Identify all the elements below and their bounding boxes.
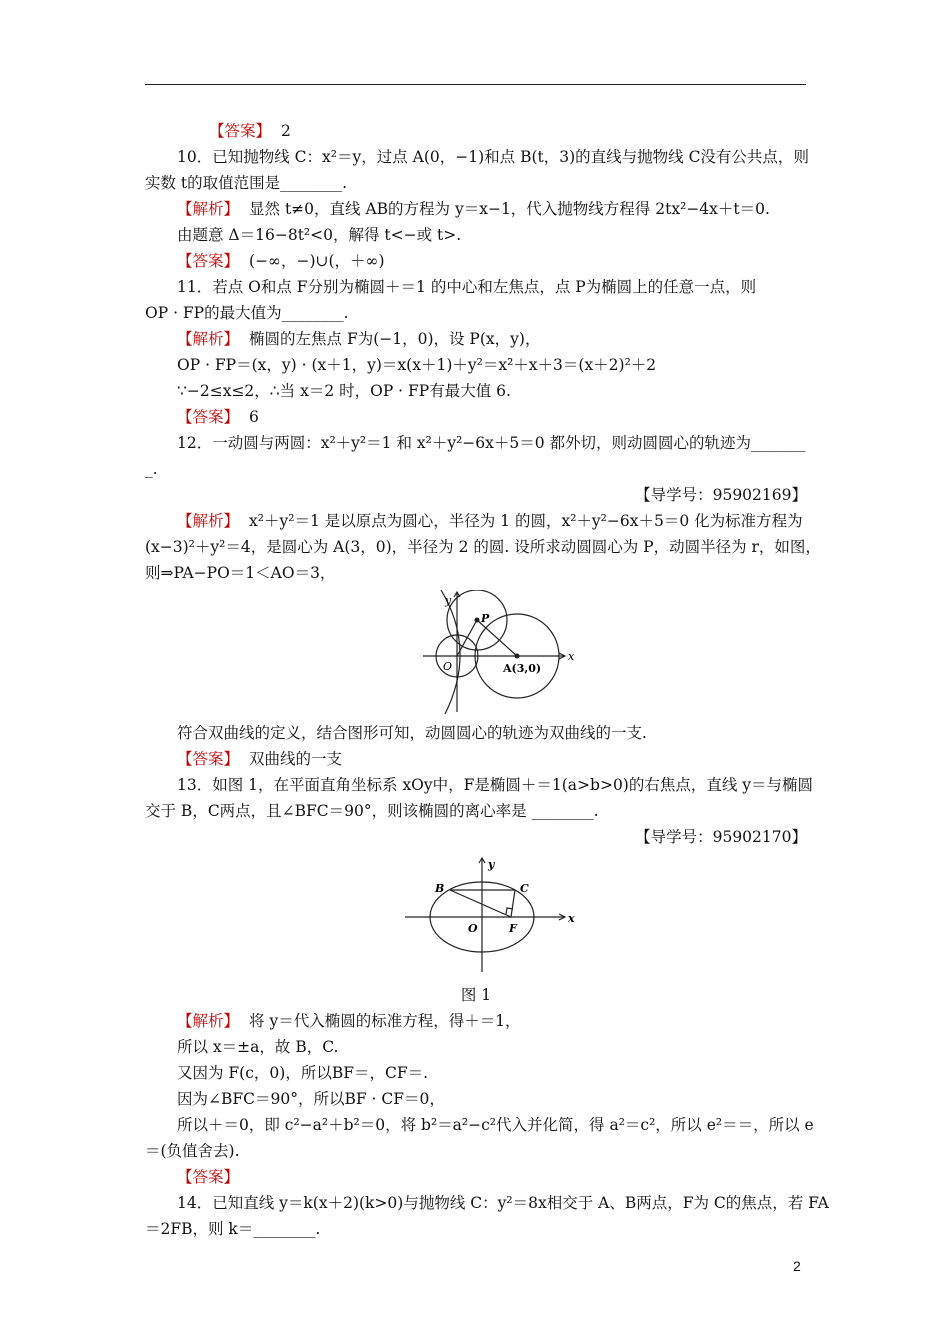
axis-label-x: x: [568, 912, 575, 925]
answer-12: 【答案】 双曲线的一支: [177, 750, 343, 768]
circles-diagram: [145, 590, 807, 716]
page-number: 2: [793, 1258, 801, 1274]
page-content: [145, 118, 829, 1242]
analysis-11-line-3: ∵−2≤x≤2，∴当 x＝2 时，OP · FP有最大值 6.: [177, 382, 511, 400]
analysis-12: 【解析】 x²＋y²＝1 是以原点为圆心，半径为 1 的圆，x²＋y²−6x＋5＝0 化为标准方程为: [177, 512, 803, 530]
analysis-12-line-2: (x−3)²＋y²＝4，是圆心为 A(3，0)，半径为 2 的圆. 设所求动圆圆心为 P，动圆半径为 r，如图，: [145, 538, 821, 556]
analysis-13-line-6: ＝(负值舍去).: [145, 1142, 240, 1160]
origin-label: O: [468, 922, 478, 935]
point-p-label: P: [481, 612, 490, 625]
focus-f-label: F: [509, 922, 517, 935]
analysis-tag: 【解析】: [177, 200, 240, 218]
problem-13-line-2: 交于 B，C两点，且∠BFC＝90°，则该椭圆的离心率是 ________.: [145, 802, 599, 820]
reference-number-13: 【导学号：95902170】: [635, 828, 807, 846]
problem-10-line-1: 10．已知抛物线 C：x²＝y，过点 A(0，−1)和点 B(t，3)的直线与抛物线 C没有公共点，则: [177, 148, 809, 166]
analysis-13: 【解析】 将 y＝代入椭圆的标准方程，得＋＝1，: [177, 1012, 521, 1030]
problem-12-line-2: _.: [145, 460, 158, 478]
point-b-label: B: [435, 882, 445, 895]
analysis-10-line-2: 由题意 Δ＝16−8t²<0，解得 t<−或 t>.: [177, 226, 462, 244]
axis-label-x: x: [568, 650, 575, 663]
problem-13-line-1: 13．如图 1，在平面直角坐标系 xOy中，F是椭圆＋＝1(a>b>0)的右焦点，直线 y＝与椭圆: [177, 776, 814, 794]
answer-tag: 【答案】: [177, 1168, 240, 1186]
axis-label-y: y: [488, 858, 495, 871]
analysis-11-line-2: OP · FP＝(x，y) · (x＋1，y)＝x(x＋1)＋y²＝x²＋x＋3＝(x＋2)²＋2: [177, 356, 657, 374]
analysis-12-line-3: 则⇒PA−PO＝1＜AO＝3，: [145, 564, 336, 582]
problem-11-line-1: 11．若点 O和点 F分别为椭圆＋＝1 的中心和左焦点，点 P为椭圆上的任意一点，则: [177, 278, 757, 296]
analysis-tag: 【解析】: [177, 512, 240, 530]
analysis-13-line-3: 又因为 F(c，0)，所以BF＝，CF＝.: [177, 1064, 429, 1082]
answer-tag: 【答案】: [177, 750, 240, 768]
answer-9: 【答案】 2: [209, 122, 291, 140]
analysis-13-line-2: 所以 x＝±a，故 B，C.: [177, 1038, 339, 1056]
answer-10: 【答案】 (−∞，−)∪(，＋∞): [177, 252, 385, 270]
origin-label: O: [443, 660, 453, 673]
answer-tag: 【答案】: [177, 408, 240, 426]
point-c-label: C: [520, 882, 529, 895]
answer-13: [145, 1164, 807, 1190]
point-a-label: A(3,0): [503, 662, 542, 675]
problem-14-line-1: 14．已知直线 y＝k(x＋2)(k>0)与抛物线 C：y²＝8x相交于 A、B两点，F为 C的焦点，若 FA: [177, 1194, 829, 1212]
figure-ellipse: [145, 856, 807, 982]
figure-circles: [145, 590, 807, 720]
analysis-tag: 【解析】: [177, 1012, 240, 1030]
ellipse-diagram: [145, 856, 807, 978]
axis-label-y: y: [445, 594, 452, 607]
header-rule: [145, 84, 806, 85]
analysis-13-line-4: 因为∠BFC＝90°，所以BF · CF＝0，: [177, 1090, 445, 1108]
answer-tag: 【答案】: [177, 252, 240, 270]
reference-number-12: 【导学号：95902169】: [635, 486, 807, 504]
analysis-13-line-5: 所以＋＝0，即 c²−a²＋b²＝0，将 b²＝a²−c²代入并化简，得 a²＝c²，所以 e²＝＝，所以 e: [177, 1116, 814, 1134]
analysis-11: 【解析】 椭圆的左焦点 F为(−1，0)，设 P(x，y)，: [177, 330, 541, 348]
problem-11-line-2: OP · FP的最大值为________.: [145, 304, 349, 322]
problem-14-line-2: ＝2FB，则 k＝________.: [145, 1220, 321, 1238]
problem-12-line-1: 12．一动圆与两圆：x²＋y²＝1 和 x²＋y²−6x＋5＝0 都外切，则动圆圆心的轨迹为_______: [177, 434, 806, 452]
answer-11: 【答案】 6: [177, 408, 259, 426]
answer-tag: 【答案】: [209, 122, 272, 140]
analysis-tag: 【解析】: [177, 330, 240, 348]
problem-10-line-2: 实数 t的取值范围是________.: [145, 174, 348, 192]
analysis-10: 【解析】 显然 t≠0，直线 AB的方程为 y＝x−1，代入抛物线方程得 2tx²−4x＋t＝0.: [177, 200, 770, 218]
figure-caption: 图 1: [460, 986, 492, 1004]
analysis-12-conclusion: 符合双曲线的定义，结合图形可知，动圆圆心的轨迹为双曲线的一支.: [177, 724, 647, 742]
